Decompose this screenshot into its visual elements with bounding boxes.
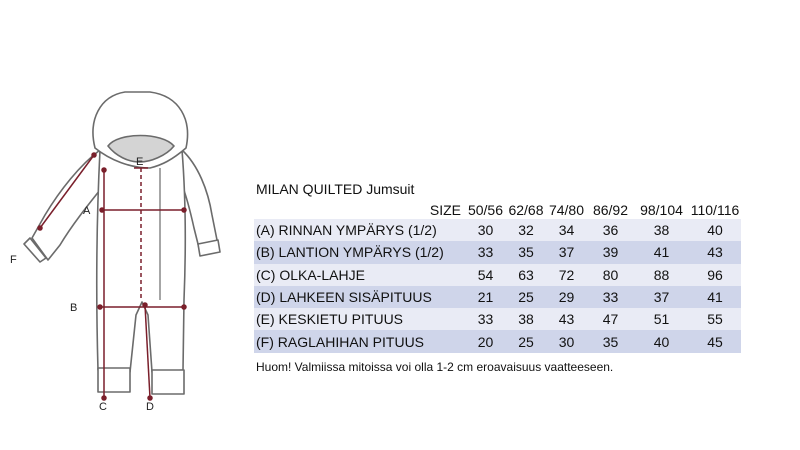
- diagram-label-e: E: [136, 156, 144, 168]
- table-cell: 72: [546, 264, 587, 286]
- table-cell: 30: [465, 219, 506, 241]
- size-column-header: 98/104: [640, 201, 683, 218]
- table-row: [254, 286, 741, 308]
- size-column-header: 62/68: [508, 201, 544, 218]
- table-cell: 40: [689, 219, 741, 241]
- table-cell: 80: [587, 264, 634, 286]
- table-cell: 29: [546, 286, 587, 308]
- table-cell: 41: [689, 286, 741, 308]
- jumpsuit-outline: [24, 92, 220, 394]
- table-row: [254, 330, 741, 352]
- row-label: (C) OLKA-LAHJE: [254, 264, 465, 286]
- diagram-label-f: F: [10, 254, 17, 266]
- size-column-header: 110/116: [690, 201, 740, 218]
- table-cell: 37: [546, 241, 587, 263]
- diagram-label-d: D: [146, 401, 154, 413]
- table-cell: 35: [587, 330, 634, 352]
- diagram-label-b: B: [70, 302, 78, 314]
- row-label: (A) RINNAN YMPÄRYS (1/2): [254, 219, 465, 241]
- table-cell: 96: [689, 264, 741, 286]
- size-chart-title: MILAN QUILTED Jumsuit: [256, 181, 415, 197]
- table-cell: 35: [506, 241, 546, 263]
- table-cell: 34: [546, 219, 587, 241]
- table-cell: 54: [465, 264, 506, 286]
- size-column-header: 50/56: [467, 201, 504, 218]
- table-cell: 38: [506, 308, 546, 330]
- table-cell: 25: [506, 330, 546, 352]
- table-cell: 40: [634, 330, 689, 352]
- table-cell: 25: [506, 286, 546, 308]
- row-label: (E) KESKIETU PITUUS: [254, 308, 465, 330]
- diagram-label-c: C: [99, 401, 107, 413]
- jumpsuit-measurement-diagram: [0, 0, 260, 450]
- table-cell: 63: [506, 264, 546, 286]
- table-cell: 51: [634, 308, 689, 330]
- measurement-note: Huom! Valmiissa mitoissa voi olla 1-2 cm eroavaisuus vaatteeseen.: [256, 360, 614, 374]
- table-cell: 38: [634, 219, 689, 241]
- table-cell: 41: [634, 241, 689, 263]
- table-cell: 88: [634, 264, 689, 286]
- table-cell: 39: [587, 241, 634, 263]
- table-cell: 20: [465, 330, 506, 352]
- table-row: [254, 219, 741, 241]
- table-row: [254, 308, 741, 330]
- size-header-row: [254, 200, 741, 219]
- size-chart-table: [254, 200, 741, 353]
- table-row: [254, 241, 741, 263]
- diagram-label-a: A: [83, 205, 91, 217]
- table-row: [254, 264, 741, 286]
- table-cell: 33: [465, 308, 506, 330]
- table-cell: 37: [634, 286, 689, 308]
- table-cell: 30: [546, 330, 587, 352]
- row-label: (B) LANTION YMPÄRYS (1/2): [254, 241, 465, 263]
- table-cell: 33: [587, 286, 634, 308]
- table-cell: 55: [689, 308, 741, 330]
- table-cell: 43: [546, 308, 587, 330]
- table-cell: 43: [689, 241, 741, 263]
- table-cell: 36: [587, 219, 634, 241]
- size-column-header: 74/80: [548, 201, 585, 218]
- measure-dot-f-top: [92, 153, 96, 157]
- size-header-label: SIZE: [429, 201, 461, 218]
- table-cell: 45: [689, 330, 741, 352]
- table-cell: 33: [465, 241, 506, 263]
- size-column-header: 86/92: [592, 201, 629, 218]
- row-label: (D) LAHKEEN SISÄPITUUS: [254, 286, 465, 308]
- table-cell: 32: [506, 219, 546, 241]
- table-cell: 47: [587, 308, 634, 330]
- table-cell: 21: [465, 286, 506, 308]
- row-label: (F) RAGLAHIHAN PITUUS: [254, 330, 465, 352]
- measure-dot-f-bottom: [38, 226, 42, 230]
